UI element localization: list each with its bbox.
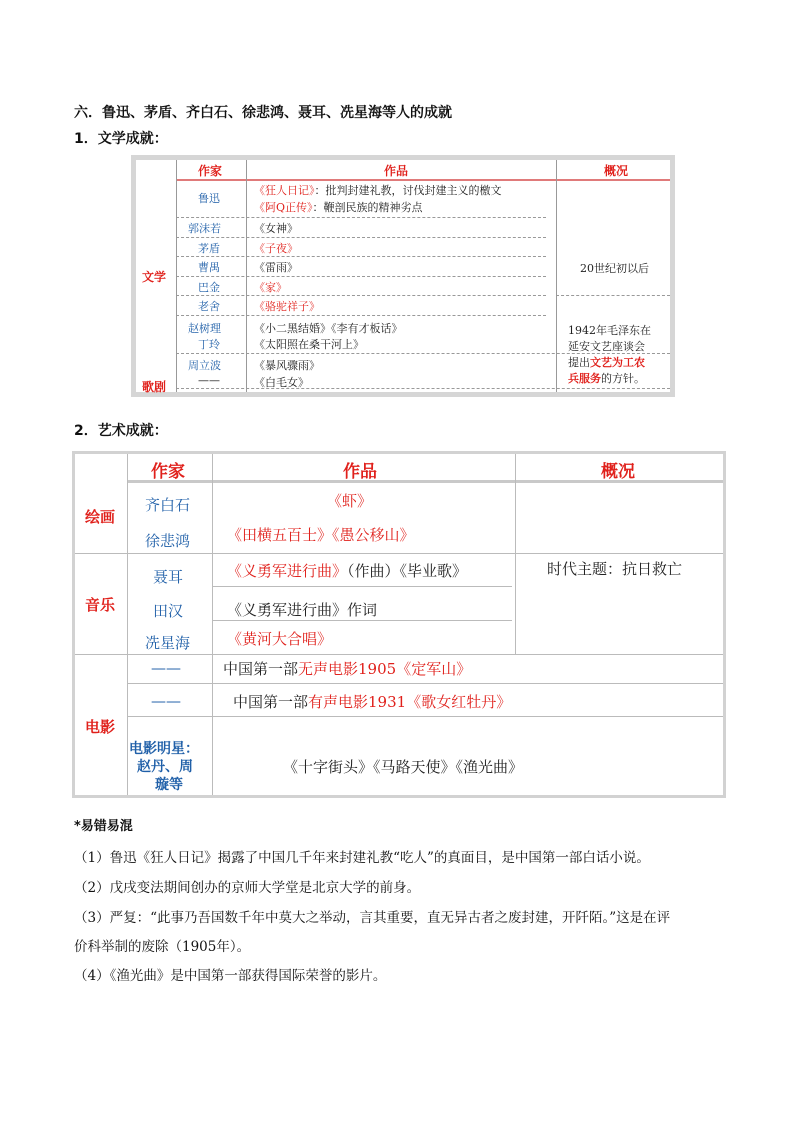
group-label-opera: 歌剧: [142, 380, 167, 394]
summary-line: 延安文艺座谈会: [568, 340, 645, 353]
film-stars-works: 《十字街头》《马路天使》《渔光曲》: [283, 758, 524, 776]
literature-heading: 1．文学成就：: [74, 131, 168, 147]
author-qibaishi: 齐白石: [145, 496, 191, 514]
author-dash: ——: [151, 659, 181, 677]
group-label-music: 音乐: [85, 596, 116, 614]
work-line: 《子夜》: [254, 242, 298, 255]
author-nieer: 聂耳: [153, 568, 184, 586]
author-zhoulibo: 周立波: [188, 359, 221, 372]
group-label-film: 电影: [85, 718, 116, 736]
music-summary: 时代主题：抗日救亡: [547, 560, 683, 578]
author-laoshe: 老舍: [198, 300, 220, 313]
work-line: 《白毛女》: [254, 376, 309, 389]
summary-line: 提出文艺为工农: [568, 356, 645, 369]
art-table: [72, 451, 726, 798]
work-line: 《小二黑结婚》《李有才板话》: [254, 322, 403, 335]
work-line: 《雷雨》: [254, 261, 298, 274]
art-header-works: 作品: [343, 462, 377, 482]
work-line: 中国第一部无声电影1905《定军山》: [223, 660, 472, 678]
work-line: 《虾》: [327, 492, 373, 510]
work-line: 《阿Q正传》：鞭剖民族的精神劣点: [254, 201, 423, 214]
film-stars-names: 赵丹、周: [137, 759, 193, 775]
lit-header-author: 作家: [198, 164, 223, 178]
work-line: 《女神》: [254, 222, 298, 235]
author-tianhan: 田汉: [153, 602, 184, 620]
summary-line: 1942年毛泽东在: [568, 324, 651, 337]
film-stars-names: 璇等: [155, 777, 183, 793]
work-line: 《太阳照在桑干河上》: [254, 338, 364, 351]
author-xubeihong: 徐悲鸿: [145, 532, 191, 550]
author-maodun: 茅盾: [198, 242, 220, 255]
group-label-literature: 文学: [142, 270, 167, 284]
work-line: 《暴风骤雨》: [254, 359, 320, 372]
note-item: （3）严复：“此事乃吾国数千年中莫大之举动，言其重要，直无异古者之废封建，开阡陌。”这是在评: [74, 910, 671, 926]
work-line: 《田横五百士》《愚公移山》: [227, 526, 415, 544]
note-item: 价科举制的废除（1905年）。: [74, 939, 251, 955]
work-line: 《义勇军进行曲》（作曲）《毕业歌》: [227, 562, 468, 580]
lit-header-summary: 概况: [604, 164, 629, 178]
author-xianxinghai: 冼星海: [145, 634, 191, 652]
art-header-summary: 概况: [601, 462, 635, 482]
author-luxun: 鲁迅: [198, 192, 220, 205]
work-line: 《义勇军进行曲》作词: [227, 601, 378, 619]
work-line: 《家》: [254, 281, 287, 294]
section-title: 六．鲁迅、茅盾、齐白石、徐悲鸿、聂耳、冼星海等人的成就: [74, 105, 452, 121]
work-line: 中国第一部有声电影1931《歌女红牡丹》: [233, 693, 512, 711]
lit-header-works: 作品: [384, 164, 409, 178]
author-dingling: 丁玲: [198, 338, 220, 351]
group-label-painting: 绘画: [85, 508, 116, 526]
notes-heading: *易错易混: [74, 819, 133, 834]
author-bajin: 巴金: [198, 281, 220, 294]
author-guomoruo: 郭沫若: [188, 222, 221, 235]
summary-line: 兵服务的方针。: [568, 372, 645, 385]
author-dash: ——: [151, 692, 181, 710]
note-item: （4）《渔光曲》是中国第一部获得国际荣誉的影片。: [74, 968, 387, 984]
summary-20th-century: 20世纪初以后: [580, 262, 649, 275]
art-heading: 2．艺术成就：: [74, 423, 168, 439]
note-item: （2）戊戌变法期间创办的京师大学堂是北京大学的前身。: [74, 880, 421, 896]
author-zhaoshuli: 赵树理: [188, 322, 221, 335]
author-caoyu: 曹禺: [198, 261, 220, 274]
work-line: 《狂人日记》：批判封建礼教，讨伐封建主义的檄文: [254, 184, 502, 197]
work-line: 《黄河大合唱》: [227, 630, 333, 648]
film-stars-label: 电影明星：: [129, 741, 199, 757]
literature-table: [131, 155, 675, 397]
art-header-author: 作家: [151, 462, 185, 482]
work-line: 《骆驼祥子》: [254, 300, 320, 313]
note-item: （1）鲁迅《狂人日记》揭露了中国几千年来封建礼教“吃人”的真面目，是中国第一部白话小说。: [74, 850, 650, 866]
author-dash: ——: [198, 374, 220, 387]
